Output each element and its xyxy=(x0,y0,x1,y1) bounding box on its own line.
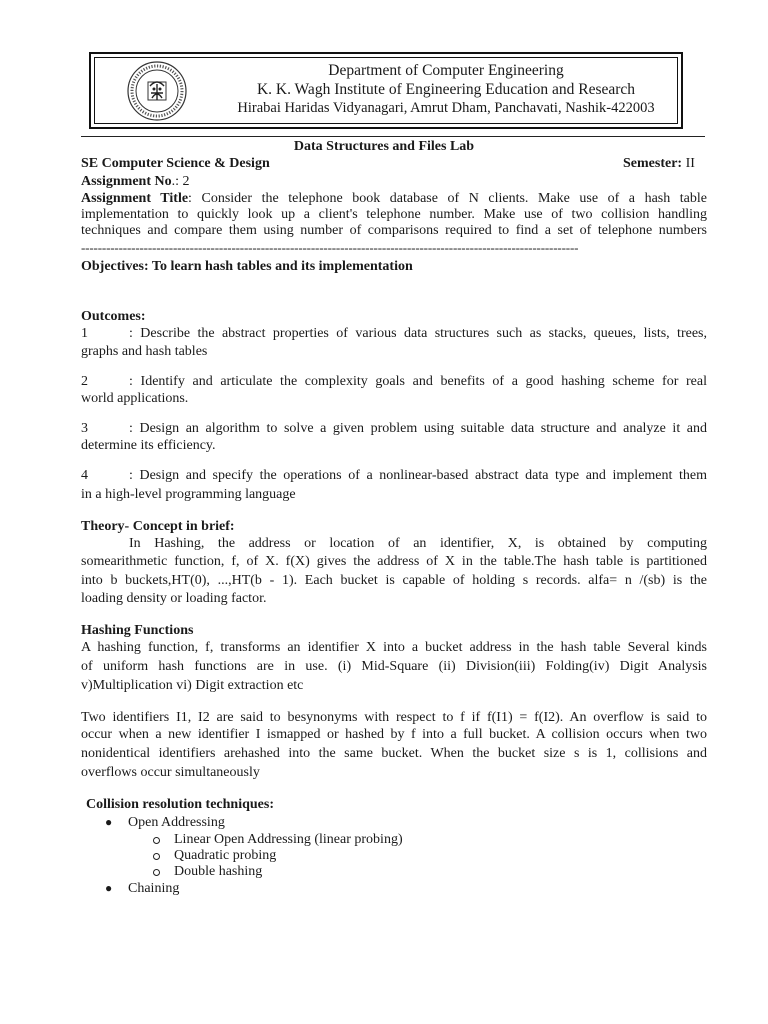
outcome-number: 3 xyxy=(81,421,88,436)
outcome-text: in a high-level programming language xyxy=(81,487,296,502)
technique-subitem: Quadratic probing xyxy=(174,848,277,863)
semester-label: Semester: xyxy=(623,156,683,171)
synonym-line: Two identifiers I1, I2 are said to besynonyms with respect to f if f(I1) = f(I2). An overflow is said to xyxy=(81,710,707,725)
semester-value: II xyxy=(685,156,695,171)
hashing-line: v)Multiplication vi) Digit extraction etc xyxy=(81,678,304,693)
objectives: Objectives: To learn hash tables and its implementation xyxy=(81,259,413,274)
synonym-line: overflows occur simultaneously xyxy=(81,765,260,780)
collision-heading: Collision resolution techniques: xyxy=(86,797,274,812)
outcome-text: graphs and hash tables xyxy=(81,344,208,359)
institute-address: Hirabai Haridas Vidyanagari, Amrut Dham, Panchavati, Nashik-422003 xyxy=(237,100,655,116)
institute-seal-icon xyxy=(126,60,188,122)
theory-line: somearithmetic function, f, of X. f(X) gives the address of X in the table.The hash table is partitioned xyxy=(81,554,707,569)
assignment-number xyxy=(81,174,190,190)
outcome-number: 2 xyxy=(81,374,88,389)
outcome-number: 1 xyxy=(81,326,88,341)
semester xyxy=(623,156,695,172)
technique-item: Chaining xyxy=(128,881,180,896)
assignment-title-line: techniques and compare them using number of comparisons required to find a set of telephone numbers xyxy=(81,223,707,238)
assignment-no-value: .: 2 xyxy=(171,174,190,189)
course-name: SE Computer Science & Design xyxy=(81,156,270,171)
technique-subitem: Linear Open Addressing (linear probing) xyxy=(174,832,403,847)
technique-subitem: Double hashing xyxy=(174,864,263,879)
hashing-heading: Hashing Functions xyxy=(81,623,194,638)
bullet-icon: ● xyxy=(105,881,113,895)
theory-heading: Theory- Concept in brief: xyxy=(81,519,235,534)
outcome-text: : Design an algorithm to solve a given problem using suitable data structure and analyze it and xyxy=(129,421,707,436)
theory-line: loading density or loading factor. xyxy=(81,591,267,606)
technique-item: Open Addressing xyxy=(128,815,225,830)
assignment-title-label: Assignment Title xyxy=(81,191,189,206)
lab-title: Data Structures and Files Lab xyxy=(293,139,475,154)
hashing-line: A hashing function, f, transforms an identifier X into a bucket address in the hash table Several kinds xyxy=(81,640,707,655)
outcome-text: : Design and specify the operations of a nonlinear-based abstract data type and implement them xyxy=(129,468,707,483)
outcome-text: : Identify and articulate the complexity goals and benefits of a good hashing scheme for real xyxy=(129,374,707,389)
synonym-line: occur when a new identifier I ismapped or hashed by f into a full bucket. A collision occurs when two xyxy=(81,727,707,742)
outcome-text: : Describe the abstract properties of various data structures such as stacks, queues, lists, trees, xyxy=(129,326,707,341)
outcome-text: determine its efficiency. xyxy=(81,438,216,453)
synonym-line: nonidentical identifiers arehashed into the same bucket. When the bucket size s is 1, collisions and xyxy=(81,746,707,761)
theory-line: In Hashing, the address or location of an identifier, X, is obtained by computing xyxy=(129,536,707,551)
bullet-icon: ● xyxy=(105,815,113,829)
institute-name: K. K. Wagh Institute of Engineering Education and Research xyxy=(256,81,636,98)
assignment-title-line: implementation to quickly look up a client's telephone number. Make use of two collision handling xyxy=(81,207,707,222)
theory-line: into b buckets,HT(0), ...,HT(b - 1). Each bucket is capable of holding s records. alfa= n /(sb) is the xyxy=(81,573,707,588)
sub-bullet-icon xyxy=(153,869,160,876)
institute-header xyxy=(89,52,683,129)
assignment-no-label: Assignment No xyxy=(81,174,172,189)
outcome-number: 4 xyxy=(81,468,88,483)
sub-bullet-icon xyxy=(153,853,160,860)
department-name: Department of Computer Engineering xyxy=(328,62,564,79)
hashing-line: of uniform hash functions are in use. (i) Mid-Square (ii) Division(iii) Folding(iv) Digit Analysis xyxy=(81,659,707,674)
assignment-title-line: Assignment Title: Consider the telephone book database of N clients. Make use of a hash table xyxy=(81,191,707,206)
separator-line: ----------------------------------------------------------------------------------------------------------------------- xyxy=(81,240,579,255)
header-rule xyxy=(81,136,705,137)
outcome-text: world applications. xyxy=(81,391,189,406)
sub-bullet-icon xyxy=(153,837,160,844)
outcomes-heading: Outcomes: xyxy=(81,309,146,324)
